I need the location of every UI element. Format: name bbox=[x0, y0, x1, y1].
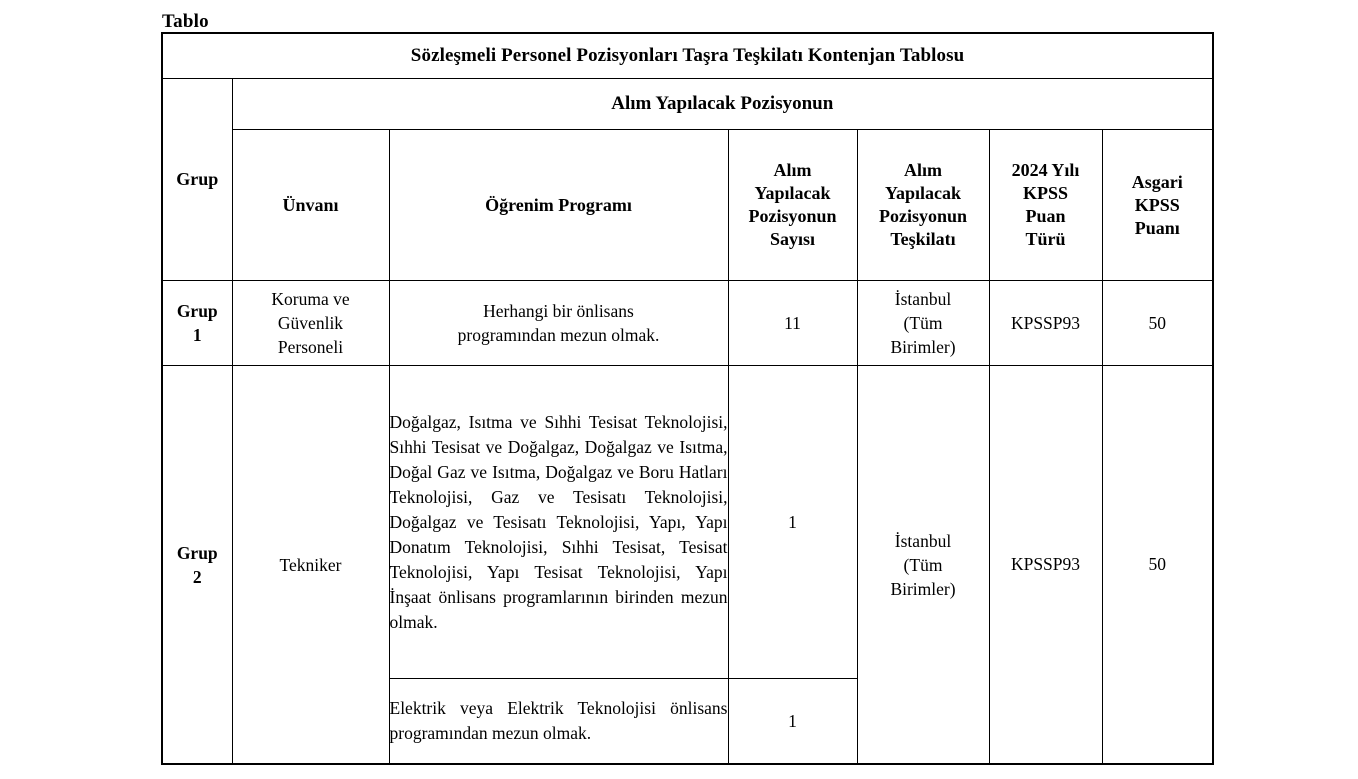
column-header-unvani: Ünvanı bbox=[232, 130, 389, 281]
cell-pozisyon-sayisi: 11 bbox=[728, 281, 857, 366]
column-header-kpss-puan-turu-line3: Puan bbox=[1025, 206, 1066, 226]
cell-unvani-line1: Koruma ve bbox=[271, 289, 350, 309]
cell-teskilat-line3: Birimler) bbox=[890, 578, 956, 599]
cell-pozisyon-sayisi: 1 bbox=[728, 366, 857, 679]
column-header-pozisyon-teskilati-line2: Yapılacak bbox=[884, 183, 962, 203]
table-row bbox=[162, 281, 1213, 366]
column-header-pozisyon-sayisi-line2: Yapılacak bbox=[754, 183, 831, 203]
column-header-pozisyon-teskilati-line1: Alım bbox=[904, 160, 942, 180]
table-caption: Tablo bbox=[162, 11, 209, 32]
column-header-pozisyon-sayisi bbox=[728, 130, 857, 281]
column-header-pozisyon-sayisi-line4: Sayısı bbox=[769, 229, 816, 249]
cell-ogrenim-programi bbox=[389, 281, 728, 366]
table-title: Sözleşmeli Personel Pozisyonları Taşra Teşkilatı Kontenjan Tablosu bbox=[162, 33, 1213, 79]
cell-ogrenim-line1: Herhangi bir önlisans bbox=[483, 301, 634, 321]
column-header-asgari-kpss-puani-line3: Puanı bbox=[1134, 217, 1180, 238]
cell-kpss-puan-turu: KPSSP93 bbox=[989, 366, 1102, 765]
column-header-kpss-puan-turu-line2: KPSS bbox=[1022, 183, 1069, 203]
cell-unvani: Tekniker bbox=[232, 366, 389, 765]
cell-grup-line1: Grup bbox=[176, 301, 218, 321]
cell-ogrenim-line2: programından mezun olmak. bbox=[457, 325, 660, 345]
column-header-pozisyon-teskilati-line3: Pozisyonun bbox=[878, 206, 968, 226]
column-header-asgari-kpss-puani bbox=[1102, 130, 1213, 281]
column-header-row bbox=[162, 130, 1213, 281]
column-header-pozisyon-sayisi-line3: Pozisyonun bbox=[748, 206, 837, 226]
cell-grup bbox=[162, 366, 232, 765]
column-header-kpss-puan-turu-line1: 2024 Yılı bbox=[1011, 160, 1080, 180]
cell-grup-line1: Grup bbox=[176, 542, 218, 563]
cell-ogrenim-programi: Elektrik veya Elektrik Teknolojisi önlisans programından mezun olmak. bbox=[389, 679, 728, 765]
cell-unvani-line3: Personeli bbox=[277, 337, 344, 357]
cell-teskilat-line3: Birimler) bbox=[890, 337, 956, 357]
cell-pozisyon-sayisi: 1 bbox=[728, 679, 857, 765]
column-header-asgari-kpss-puani-line2: KPSS bbox=[1134, 194, 1180, 215]
group-header-row bbox=[162, 79, 1213, 130]
group-header-alim-yapilacak-pozisyonun: Alım Yapılacak Pozisyonun bbox=[232, 79, 1213, 130]
cell-kpss-puan-turu: KPSSP93 bbox=[989, 281, 1102, 366]
table-row bbox=[162, 366, 1213, 679]
cell-teskilat-line2: (Tüm bbox=[903, 554, 943, 575]
cell-grup-line2: 2 bbox=[192, 566, 202, 587]
cell-unvani-line2: Güvenlik bbox=[277, 313, 344, 333]
cell-teskilat-line1: İstanbul bbox=[894, 530, 952, 551]
column-header-pozisyon-teskilati-line4: Teşkilatı bbox=[890, 229, 956, 249]
cell-pozisyon-teskilati bbox=[857, 366, 989, 765]
column-header-grup: Grup bbox=[162, 79, 232, 281]
column-header-pozisyon-sayisi-line1: Alım bbox=[773, 160, 812, 180]
cell-teskilat-line2: (Tüm bbox=[903, 313, 943, 333]
column-header-pozisyon-teskilati bbox=[857, 130, 989, 281]
kontenjan-table bbox=[161, 32, 1214, 765]
column-header-kpss-puan-turu-line4: Türü bbox=[1025, 229, 1066, 249]
cell-pozisyon-teskilati bbox=[857, 281, 989, 366]
column-header-asgari-kpss-puani-line1: Asgari bbox=[1131, 171, 1183, 192]
cell-ogrenim-programi: Doğalgaz, Isıtma ve Sıhhi Tesisat Teknolojisi, Sıhhi Tesisat ve Doğalgaz, Doğalgaz ve Isıtma, Doğal Gaz ve Isıtma, Doğalgaz ve Boru Hatları Teknolojisi, Gaz ve Tesisatı Teknolojisi, Doğalgaz ve Tesisatı Teknolojisi, Yapı, Yapı Donatım Teknolojisi, Sıhhi Tesisat, Tesisat Teknolojisi, Yapı Tesisat Teknolojisi, Yapı İnşaat önlisans programlarının birinden mezun olmak. bbox=[389, 366, 728, 679]
cell-grup bbox=[162, 281, 232, 366]
table-title-row bbox=[162, 33, 1213, 79]
cell-asgari-kpss-puani: 50 bbox=[1102, 281, 1213, 366]
cell-teskilat-line1: İstanbul bbox=[894, 289, 952, 309]
cell-unvani bbox=[232, 281, 389, 366]
cell-grup-line2: 1 bbox=[192, 325, 202, 345]
cell-asgari-kpss-puani: 50 bbox=[1102, 366, 1213, 765]
column-header-ogrenim-programi: Öğrenim Programı bbox=[389, 130, 728, 281]
column-header-kpss-puan-turu bbox=[989, 130, 1102, 281]
